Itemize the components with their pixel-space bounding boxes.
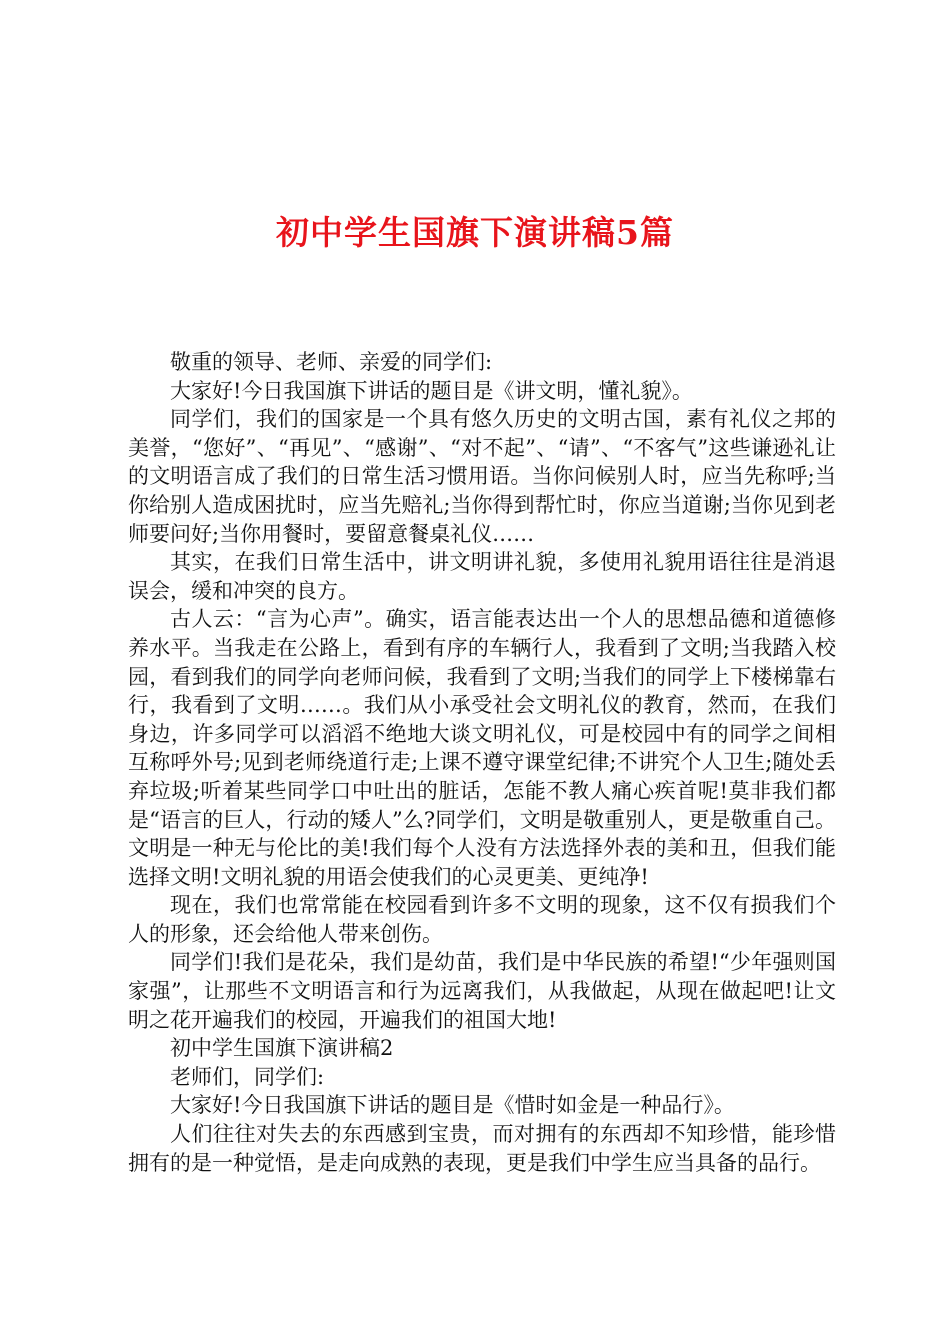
section-heading: 初中学生国旗下演讲稿2 xyxy=(170,1036,394,1061)
paragraph: 古人云：“言为心声”。确实，语言能表达出一个人的思想品德和道德修养水平。当我走在公路上，看到有序的车辆行人，我看到了文明;当我踏入校园，看到我们的同学向老师问候，我看到了文明;当我们的同学上下楼梯靠右行，我看到了文明……。我们从小承受社会文明礼仪的教育，然而，在我们身边，许多同学可以滔滔不绝地大谈文明礼仪，可是校园中有的同学之间相互称呼外号;见到老师绕道行走;上课不遵守课堂纪律;不讲究个人卫生;随处丢弃垃圾;听着某些同学口中吐出的脏话，怎能不教人痛心疾首呢!莫非我们都是“语言的巨人，行动的矮人”么?同学们，文明是敬重别人，更是敬重自己。文明是一种无与伦比的美!我们每个人没有方法选择外表的美和丑，但我们能选择文明!文明礼貌的用语会使我们的心灵更美、更纯净! xyxy=(128,607,836,889)
paragraph: 同学们!我们是花朵，我们是幼苗，我们是中华民族的希望!“少年强则国家强”，让那些不文明语言和行为远离我们，从我做起，从现在做起吧!让文明之花开遍我们的校园，开遍我们的祖国大地! xyxy=(128,950,836,1032)
document-title: 初中学生国旗下演讲稿5篇 xyxy=(276,213,674,252)
paragraph: 现在，我们也常常能在校园看到许多不文明的现象，这不仅有损我们个人的形象，还会给他人带来创伤。 xyxy=(128,893,836,946)
paragraph: 人们往往对失去的东西感到宝贵，而对拥有的东西却不知珍惜，能珍惜拥有的是一种觉悟，是走向成熟的表现，更是我们中学生应当具备的品行。 xyxy=(128,1122,836,1175)
paragraph: 同学们，我们的国家是一个具有悠久历史的文明古国，素有礼仪之邦的美誉，“您好”、“再见”、“感谢”、“对不起”、“请”、“不客气”这些谦逊礼让的文明语言成了我们的日常生活习惯用语。当你问候别人时，应当先称呼;当你给别人造成困扰时，应当先赔礼;当你得到帮忙时，你应当道谢;当你见到老师要问好;当你用餐时，要留意餐桌礼仪…… xyxy=(128,407,836,546)
paragraph-salutation: 敬重的领导、老师、亲爱的同学们: xyxy=(170,350,493,374)
document-body xyxy=(128,348,836,1177)
paragraph-greeting: 大家好!今日我国旗下讲话的题目是《惜时如金是一种品行》。 xyxy=(170,1093,735,1118)
paragraph: 其实，在我们日常生活中，讲文明讲礼貌，多使用礼貌用语往往是消退误会，缓和冲突的良方。 xyxy=(128,550,836,603)
paragraph-salutation: 老师们，同学们: xyxy=(170,1064,325,1089)
paragraph-greeting: 大家好!今日我国旗下讲话的题目是《讲文明，懂礼貌》。 xyxy=(170,378,693,403)
